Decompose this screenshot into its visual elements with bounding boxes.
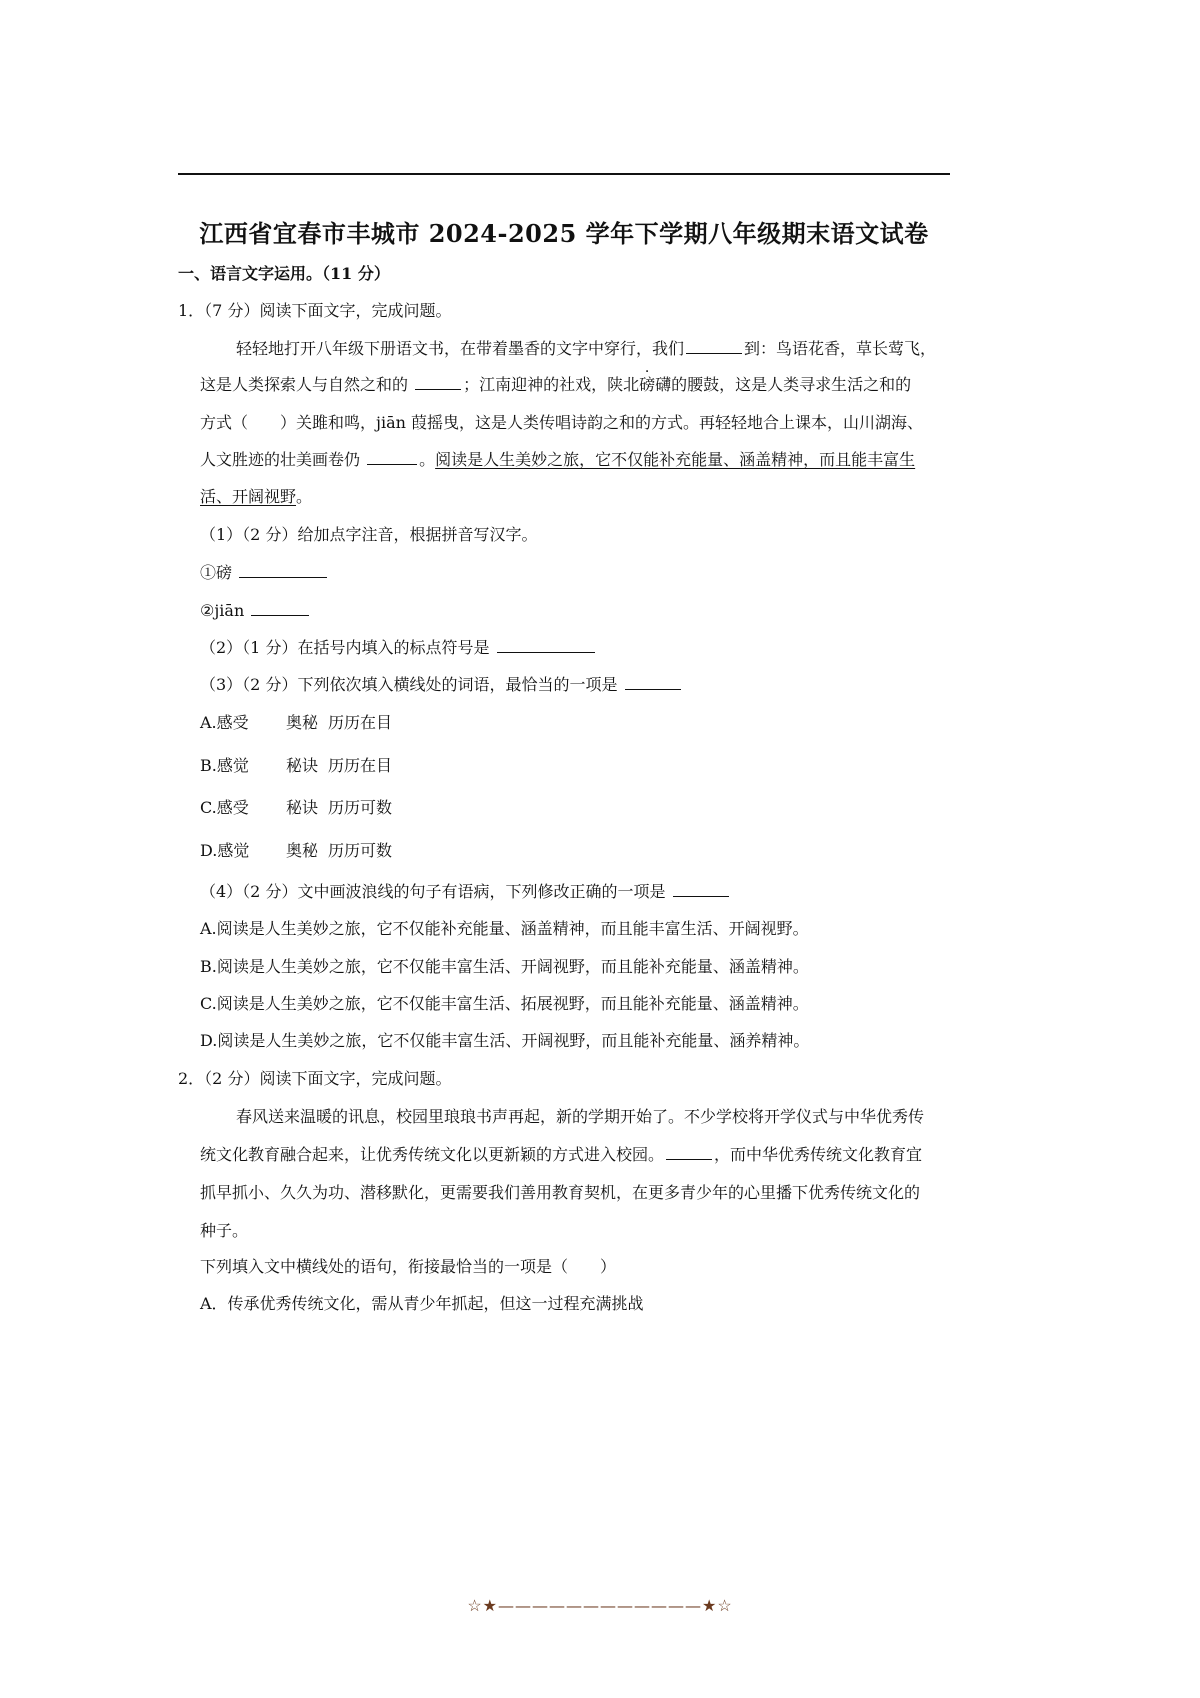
option-item[interactable]: B.感觉 秘诀 历历在目 — [200, 756, 393, 775]
option-item[interactable]: A．传承优秀传统文化，需从青少年抓起，但这一过程充满挑战 — [200, 1294, 644, 1313]
answer-blank[interactable] — [497, 638, 595, 653]
option-item[interactable]: D.感觉 奥秘 历历可数 — [200, 841, 393, 860]
option-item[interactable]: B.阅读是人生美妙之旅，它不仅能丰富生活、开阔视野，而且能补充能量、涵盖精神。 — [200, 957, 809, 976]
sub-question-1-stem: （1）（2 分）给加点字注音，根据拼音写汉字。 — [200, 525, 538, 544]
option-item[interactable]: C.感受 秘诀 历历可数 — [200, 798, 393, 817]
answer-blank[interactable] — [251, 601, 309, 616]
sub-question-4: （4）（2 分）文中画波浪线的句子有语病，下列修改正确的一项是 — [200, 881, 731, 903]
sub-question-1-item-2: ②jiān — [200, 600, 311, 622]
option-item[interactable]: A.阅读是人生美妙之旅，它不仅能补充能量、涵盖精神，而且能丰富生活、开阔视野。 — [200, 919, 809, 938]
wavy-underlined-sentence: 阅读是人生美妙之旅，它不仅能补充能量、涵盖精神，而且能丰富生 — [435, 450, 916, 469]
option-item[interactable]: A.感受 奥秘 历历在目 — [200, 713, 393, 732]
dotted-character: 磅 — [639, 375, 656, 394]
q1-passage-line-3: 方式（ ）关雎和鸣，jiān 葭摇曳，这是人类传唱诗韵之和的方式。再轻轻地合上课本，山川湖海、 — [200, 413, 924, 432]
answer-blank[interactable] — [625, 675, 681, 690]
sub-question-2: （2）（1 分）在括号内填入的标点符号是 — [200, 637, 597, 659]
q2-passage-line-3: 抓早抓小、久久为功、潜移默化，更需要我们善用教育契机，在更多青少年的心里播下优秀传统文化的 — [200, 1183, 921, 1202]
answer-blank[interactable] — [673, 882, 729, 897]
section-heading: 一、语言文字运用。（11 分） — [178, 264, 390, 283]
fill-blank[interactable] — [666, 1145, 712, 1160]
fill-blank-3[interactable] — [367, 450, 417, 465]
q1-passage-line-2: 这是人类探索人与自然之和的 ；江南迎神的社戏，陕北磅礴的腰鼓，这是人类寻求生活之和的 — [200, 375, 912, 394]
q1-passage-line-4: 人文胜迹的壮美画卷仍 。阅读是人生美妙之旅，它不仅能补充能量、涵盖精神，而且能丰富生 — [200, 450, 916, 469]
fill-blank-1[interactable] — [686, 339, 742, 354]
sub-question-1-item-1: ①磅 — [200, 562, 329, 584]
q2-passage-line-4: 种子。 — [200, 1221, 249, 1240]
q1-passage-line-5: 活、开阔视野。 — [200, 487, 313, 506]
header-rule — [178, 173, 950, 175]
question-2-prompt: 下列填入文中横线处的语句，衔接最恰当的一项是（ ） — [200, 1257, 617, 1276]
document-title: 江西省宜春市丰城市 2024-2025 学年下学期八年级期末语文试卷 — [199, 219, 929, 248]
fill-blank-2[interactable] — [415, 375, 461, 390]
page-footer-ornament: ☆★————————————★☆ — [467, 1596, 733, 1615]
answer-blank[interactable] — [239, 563, 327, 578]
q1-passage-line-1: 轻轻地打开八年级下册语文书，在带着墨香的文字中穿行，我们 到：鸟语花香，草长莺飞， — [236, 339, 937, 358]
question-2-stem: 2．（2 分）阅读下面文字，完成问题。 — [178, 1069, 452, 1088]
option-item[interactable]: C.阅读是人生美妙之旅，它不仅能丰富生活、拓展视野，而且能补充能量、涵盖精神。 — [200, 994, 809, 1013]
sub-question-3: （3）（2 分）下列依次填入横线处的词语，最恰当的一项是 — [200, 674, 683, 696]
question-1-stem: 1．（7 分）阅读下面文字，完成问题。 — [178, 301, 452, 320]
option-item[interactable]: D.阅读是人生美妙之旅，它不仅能丰富生活、开阔视野，而且能补充能量、涵养精神。 — [200, 1031, 810, 1050]
q2-passage-line-2: 统文化教育融合起来，让优秀传统文化以更新颖的方式进入校园。 ，而中华优秀传统文化教育宜 — [200, 1145, 923, 1164]
q2-passage-line-1: 春风送来温暖的讯息，校园里琅琅书声再起，新的学期开始了。不少学校将开学仪式与中华优秀传 — [236, 1107, 925, 1126]
